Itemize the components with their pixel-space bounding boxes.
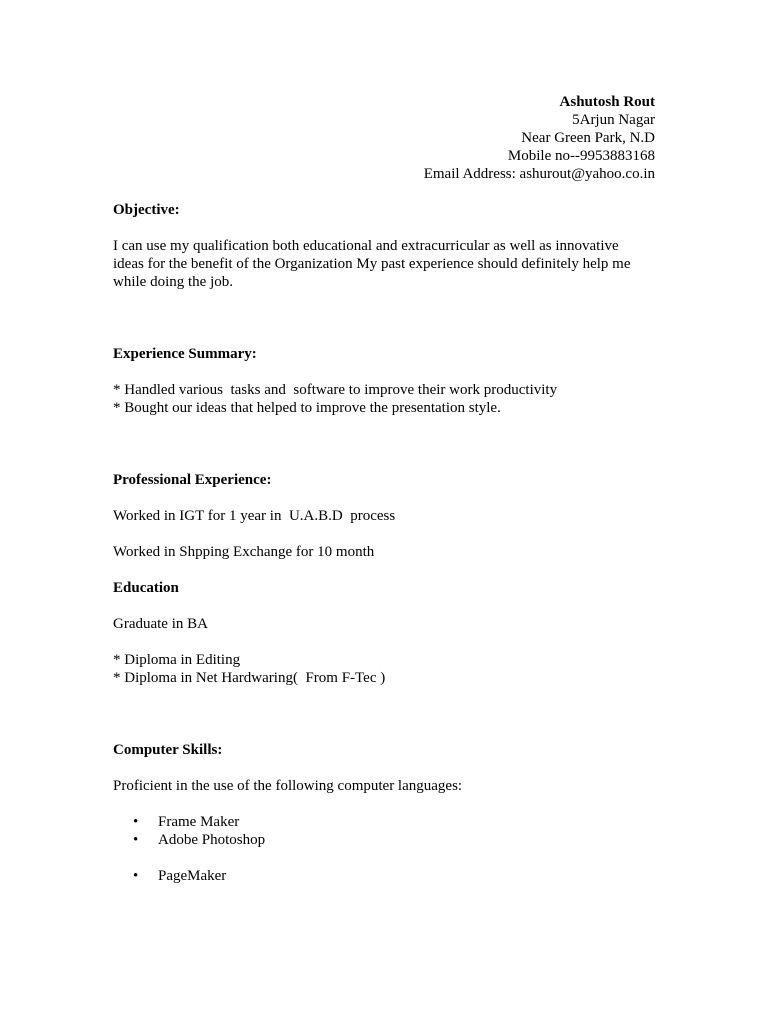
resume-document [113,93,655,885]
professional-experience-heading: Professional Experience: [113,472,272,488]
skills-list [113,813,655,885]
list-item [113,867,655,885]
bullet-icon: • [133,814,139,830]
experience-summary-item: * Handled various tasks and software to improve their work productivity [113,382,558,398]
education-heading: Education [113,580,179,596]
list-item [113,831,655,849]
experience-summary-item: * Bought our ideas that helped to improve the presentation style. [113,400,501,416]
experience-summary-list [113,381,655,417]
diploma-item: * Diploma in Editing [113,652,241,668]
skill-label: Frame Maker [158,814,240,830]
professional-experience-item: Worked in Shpping Exchange for 10 month [113,544,375,560]
objective-line: I can use my qualification both educational and extracurricular as well as innovative [113,238,619,254]
contact-header [113,93,655,183]
objective-heading: Objective: [113,202,180,218]
computer-skills-heading: Computer Skills: [113,742,223,758]
experience-summary-heading: Experience Summary: [113,346,257,362]
diploma-list [113,651,655,687]
address-line-1: 5Arjun Nagar [572,112,655,128]
skill-label: PageMaker [158,868,227,884]
objective-text [113,237,655,291]
professional-experience-item: Worked in IGT for 1 year in U.A.B.D process [113,508,396,524]
email-address: Email Address: ashurout@yahoo.co.in [423,166,655,182]
skill-label: Adobe Photoshop [158,832,266,848]
objective-line: while doing the job. [113,274,233,290]
list-spacer [113,849,655,867]
objective-line: ideas for the benefit of the Organization My past experience should definitely help me [113,256,631,272]
applicant-name: Ashutosh Rout [559,94,655,110]
computer-skills-intro: Proficient in the use of the following computer languages: [113,778,463,794]
address-line-2: Near Green Park, N.D [521,130,655,146]
bullet-icon: • [133,832,139,848]
education-degree: Graduate in BA [113,616,208,632]
list-item [113,813,655,831]
mobile-number: Mobile no--9953883168 [507,148,655,164]
diploma-item: * Diploma in Net Hardwaring( From F-Tec ) [113,670,386,686]
bullet-icon: • [133,868,139,884]
